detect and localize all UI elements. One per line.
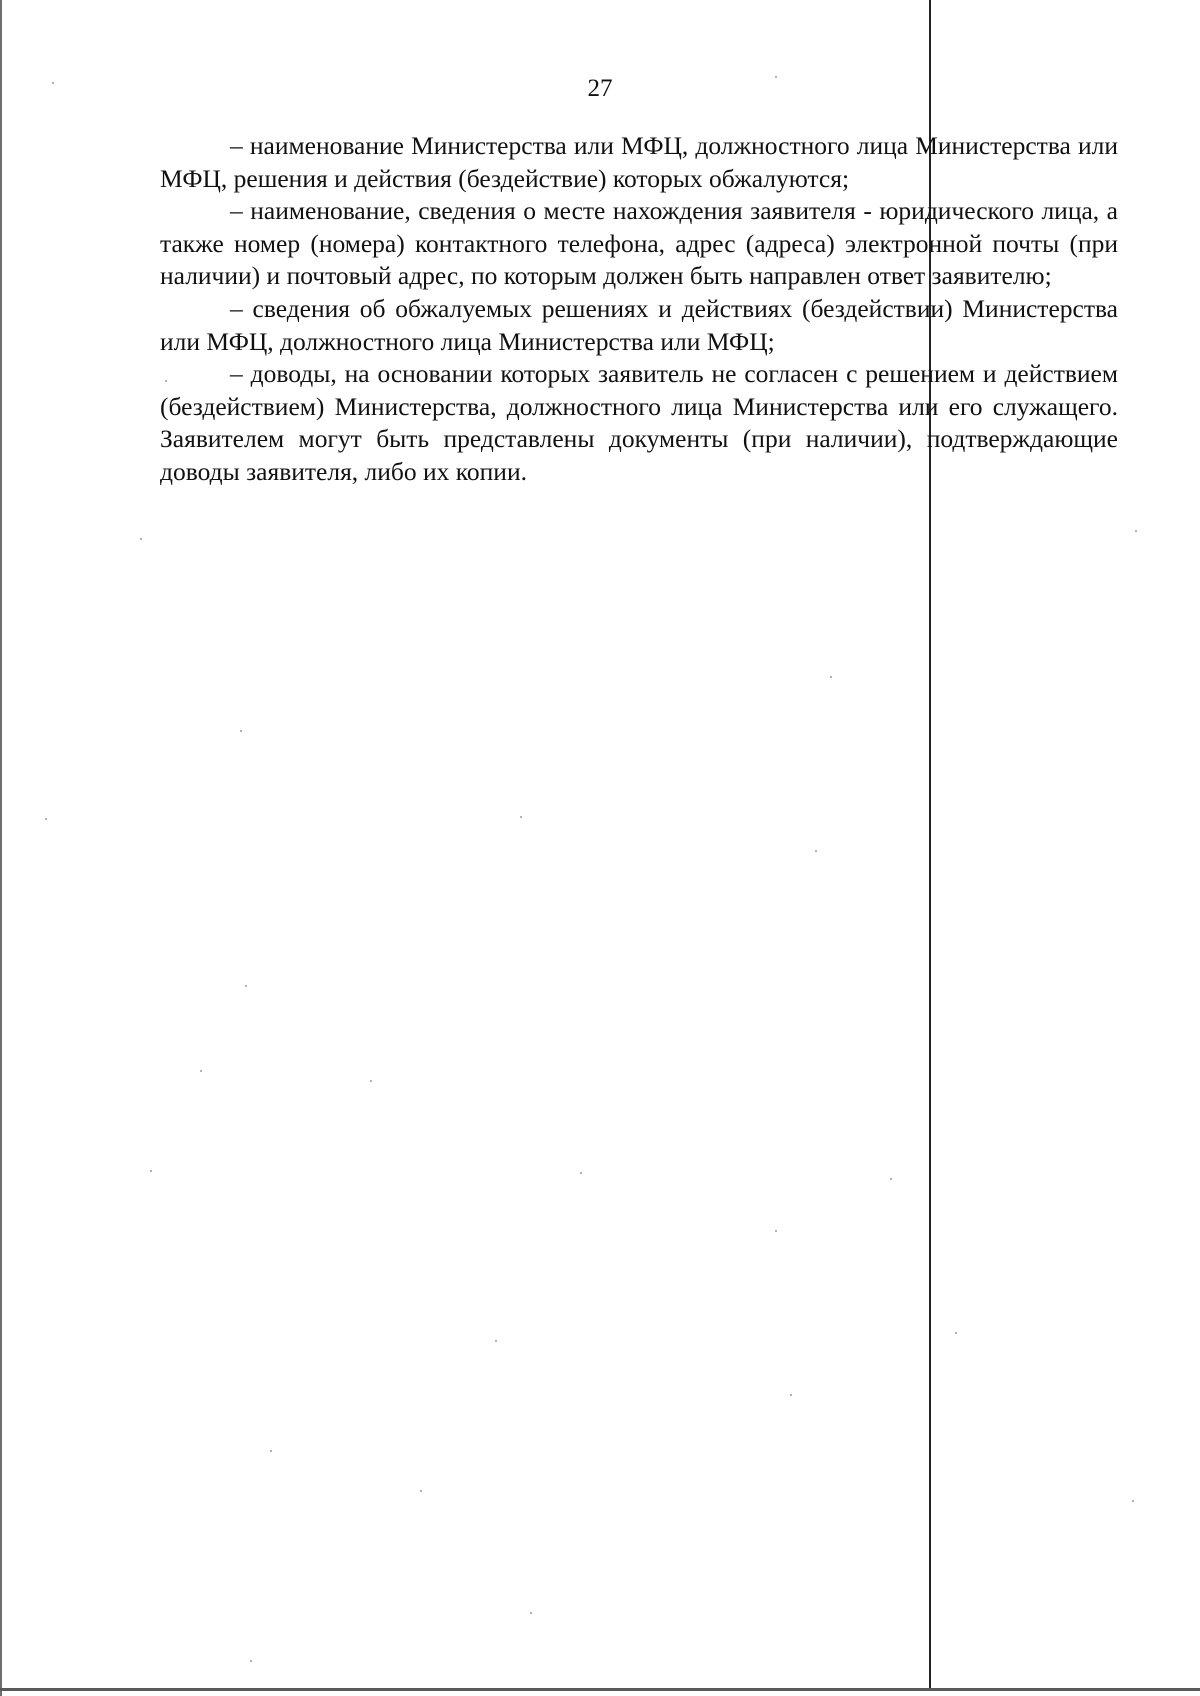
scan-speck: [830, 676, 832, 678]
paragraph-item-4: – доводы, на основании которых заявитель не согласен с решением и действием (бездействием) Министерства, должностного лица Министерства или его служащего. Заявителем могут быть представлены документы (при наличии), подтверждающие доводы заявителя, либо их копии.: [160, 359, 1118, 486]
paragraph-item-2: – наименование, сведения о месте нахождения заявителя - юридического лица, а также номер (номера) контактного телефона, адрес (адреса) электронной почты (при наличии) и почтовый адрес, по которым должен быть направлен ответ заявителю;: [160, 196, 1118, 291]
scan-speck: [250, 1660, 252, 1662]
scan-speck: [520, 816, 522, 818]
scan-speck: [165, 380, 167, 382]
scan-bottom-edge: [0, 1688, 1200, 1691]
scan-speck: [530, 1612, 532, 1614]
scan-speck: [495, 1340, 497, 1342]
scan-speck: [420, 1490, 422, 1492]
scan-speck: [140, 538, 142, 540]
scan-speck: [775, 76, 777, 78]
scan-speck: [270, 1450, 272, 1452]
scan-speck: [580, 1172, 582, 1174]
scan-speck: [370, 1080, 372, 1082]
page-number: 27: [587, 75, 613, 102]
scan-speck: [790, 1394, 792, 1396]
scan-speck: [1132, 1500, 1134, 1502]
scan-speck: [240, 730, 242, 732]
scan-speck: [52, 82, 54, 84]
scan-speck: [200, 1070, 202, 1072]
scan-left-edge: [0, 0, 2, 1696]
scan-speck: [45, 818, 47, 820]
scan-speck: [890, 1178, 892, 1180]
scan-speck: [150, 1170, 152, 1172]
scan-speck: [245, 985, 247, 987]
scan-speck: [775, 1230, 777, 1232]
paragraph-item-3: – сведения об обжалуемых решениях и действиях (бездействии) Министерства или МФЦ, должностного лица Министерства или МФЦ;: [160, 293, 1118, 356]
scan-speck: [815, 850, 817, 852]
scan-speck: [955, 1332, 957, 1334]
paragraph-item-1: – наименование Министерства или МФЦ, должностного лица Министерства или МФЦ, решения и действия (бездействие) которых обжалуются;: [160, 131, 1118, 193]
scan-speck: [1135, 530, 1137, 532]
document-body: [160, 130, 1118, 489]
